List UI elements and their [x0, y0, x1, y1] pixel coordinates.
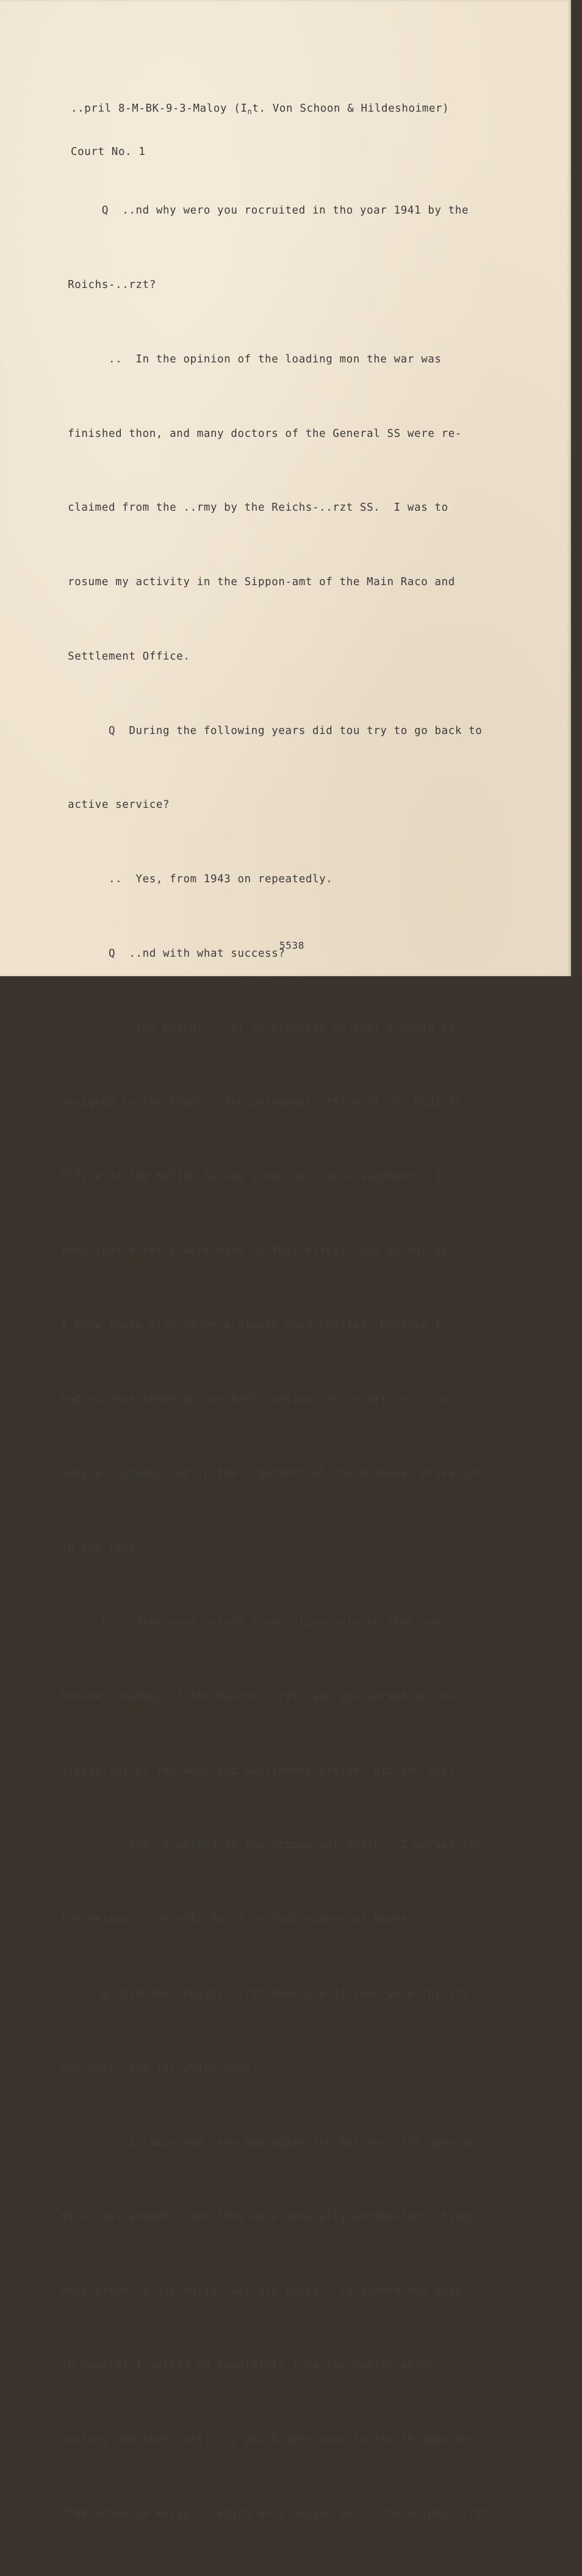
transcript-line: .. In the opinion of the loading mon the war was: [61, 353, 442, 365]
transcript-line: know that efforts were made to this effect, but as far as: [61, 1245, 448, 1257]
transcript-line: the Reichs-..rzt only for a certain number of hours.: [61, 1913, 415, 1926]
transcript-line: Roichs-..rzt?: [61, 278, 156, 291]
header-line-1-end: t. Von Schoon & Hildeshoimer): [252, 103, 450, 115]
transcript-line: own work, and for which work.: [61, 2062, 258, 2074]
transcript-line: Q ..nd why wero you rocruited in tho yoar 1941 by the: [61, 204, 469, 217]
page-edge-shadow: [571, 0, 582, 976]
transcript-line: Most often it was social welfare cases. It turned out that: [61, 2285, 462, 2298]
transcript-line: active service?: [61, 799, 170, 811]
transcript-line: in general I worked on complaints from the public about: [61, 2359, 435, 2372]
transcript-line: Q ..nd with what success?: [61, 948, 286, 960]
transcript-line: assigned to the Front. The porsonnel office of the Medical: [61, 1096, 462, 1109]
transcript-line: Q Did the Reichs-..rzt make use of your work for its: [61, 1987, 469, 2000]
transcript-line: Office of the Waffen SS was given such an assignment. I: [61, 1170, 442, 1183]
transcript-line: Settlement Office.: [61, 650, 190, 663]
header-subscript: n: [247, 107, 253, 116]
transcript-line: Q ..fter your return from active service then you: [61, 1616, 442, 1629]
transcript-line: .. Yes, I worked in the Sippen-amt again. I worked for: [61, 1839, 483, 1852]
transcript-line: had no experience in the East, neither as an officer in a: [61, 1393, 448, 1406]
transcript-line: became a member of the Reichs-..rzt, and you worked in the: [61, 1690, 455, 1703]
transcript-line: finished thon, and many doctors of the General SS were re-: [61, 427, 462, 440]
transcript-line: medical company nor in the treatment of the diseases prevalent: [61, 1467, 483, 1480]
page-number: 5538: [279, 940, 304, 951]
transcript-line: .. The Reichs-..rzt SS promised mo that I would bo: [61, 1021, 455, 1034]
header-line-1: [71, 102, 449, 118]
header-line-1-start: ..pril 8-M-BK-9-3-Maloy (I: [71, 103, 248, 115]
transcript-line: minor assignments, and they were generally unimportant things.: [61, 2211, 483, 2223]
header-line-2: Court No. 1: [71, 146, 146, 158]
transcript-line: doctors and their activity which were sent to the SS magazine: [61, 2433, 476, 2446]
transcript-line: "Das Schwarze Korps," which were passed on to the Reichs-..rzt.: [61, 2508, 496, 2520]
transcript-line: claimed from the ..rmy by the Reichs-..rzt SS. I was to: [61, 502, 448, 514]
transcript-line: .. It occurred now and again the Reichs-..rzt gave me: [61, 2136, 476, 2149]
transcript-line: Q During the following years did tou try to go back to: [61, 724, 483, 737]
transcript-line: rosume my activity in the Sippon-amt of the Main Raco and: [61, 576, 455, 589]
transcript-line: Sippen-amt of the Race and Settlement Office, did you not?: [61, 1765, 455, 1777]
transcript-body: [61, 149, 496, 2576]
transcript-line: .. Yes, from 1943 on repeatedly.: [61, 873, 333, 886]
transcript-line: in the East.: [61, 1542, 143, 1555]
transcript-line: I know these efforts were always unsuccessful, because I: [61, 1319, 442, 1331]
